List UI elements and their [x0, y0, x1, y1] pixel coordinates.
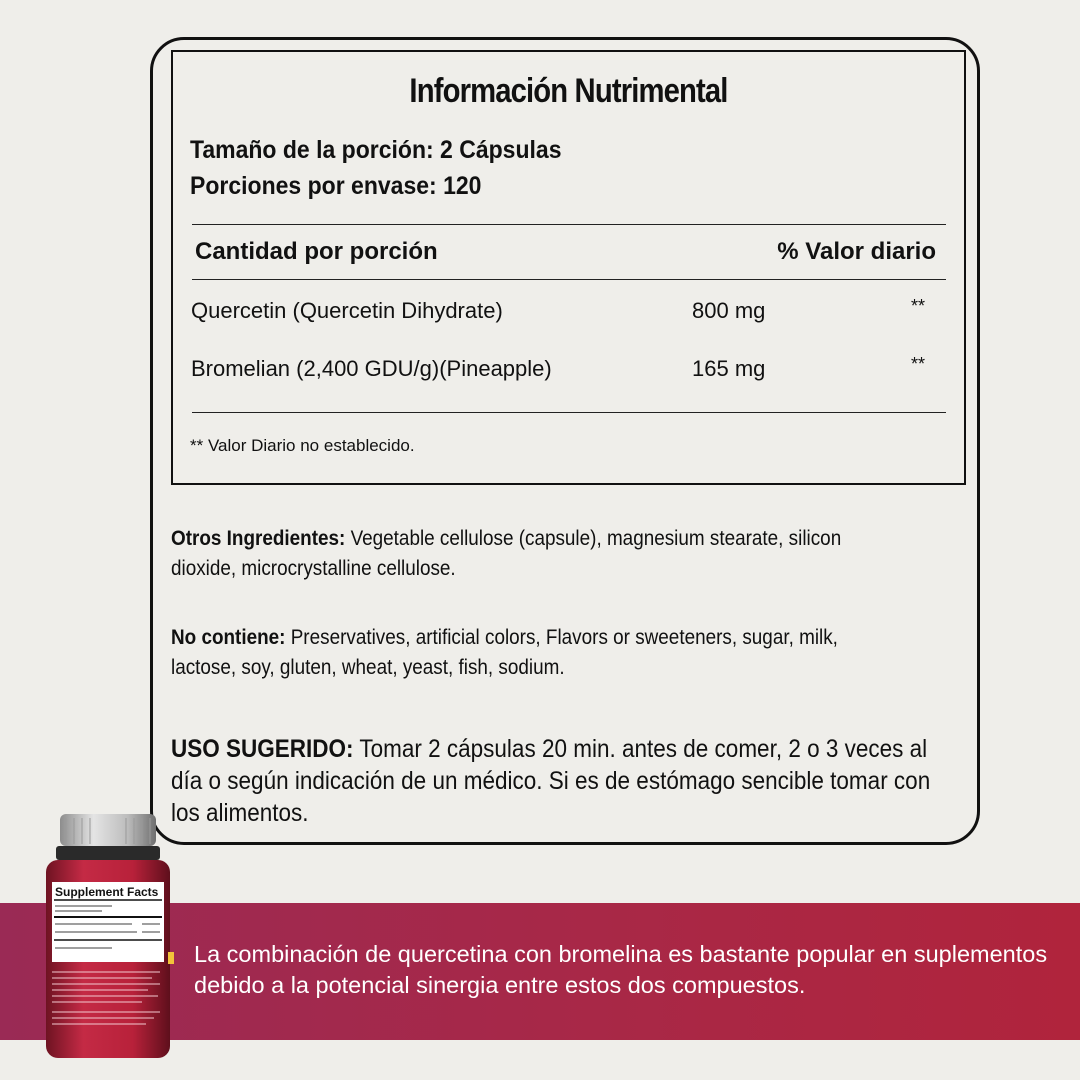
ingredient-name: Bromelian (2,400 GDU/g)(Pineapple)	[191, 356, 552, 381]
ingredient-amount: 800 mg	[692, 298, 766, 323]
suggested-use-label: USO SUGERIDO:	[171, 735, 354, 763]
serving-info	[190, 132, 561, 204]
divider-header	[192, 279, 946, 280]
header-daily-value: % Valor diario	[777, 238, 936, 265]
ingredient-dv: **	[911, 296, 926, 316]
free-from-text: Preservatives, artificial colors, Flavors or sweeteners, sugar, milk, lactose, soy, gluten, wheat, yeast, fish, sodium.	[171, 626, 838, 679]
serving-size: Tamaño de la porción: 2 Cápsulas	[190, 136, 562, 164]
divider-top	[192, 224, 946, 225]
suggested-use-text: Tomar 2 cápsulas 20 min. antes de comer, 2 o 3 veces al día o según indicación de un médico. Si es de estómago sencible tomar con los alimentos.	[171, 735, 931, 827]
bottle-label-heading: Supplement Facts	[55, 885, 159, 899]
ingredient-name: Quercetin (Quercetin Dihydrate)	[191, 298, 503, 323]
free-from-label: No contiene:	[171, 626, 286, 649]
footnote: ** Valor Diario no establecido.	[190, 436, 415, 455]
facts-title: Información Nutrimental	[409, 72, 728, 110]
ingredient-dv: **	[911, 354, 926, 374]
other-ingredients	[171, 524, 891, 584]
other-ingredients-text: Vegetable cellulose (capsule), magnesium stearate, silicon dioxide, microcrystalline cellulose.	[171, 527, 842, 580]
suggested-use	[171, 733, 954, 829]
other-ingredients-label: Otros Ingredientes:	[171, 527, 346, 550]
ingredient-amount: 165 mg	[692, 356, 766, 381]
nutrition-facts-panel	[171, 50, 966, 485]
free-from	[171, 623, 891, 683]
header-amount: Cantidad por porción	[195, 238, 438, 265]
banner-text: La combinación de quercetina con bromelina es bastante popular en suplementos debido a la potencial sinergia entre estos dos compuestos.	[194, 941, 1048, 998]
servings-per-container: Porciones por envase: 120	[190, 172, 482, 200]
divider-bottom	[192, 412, 946, 413]
supplement-bottle-image	[42, 812, 174, 1060]
